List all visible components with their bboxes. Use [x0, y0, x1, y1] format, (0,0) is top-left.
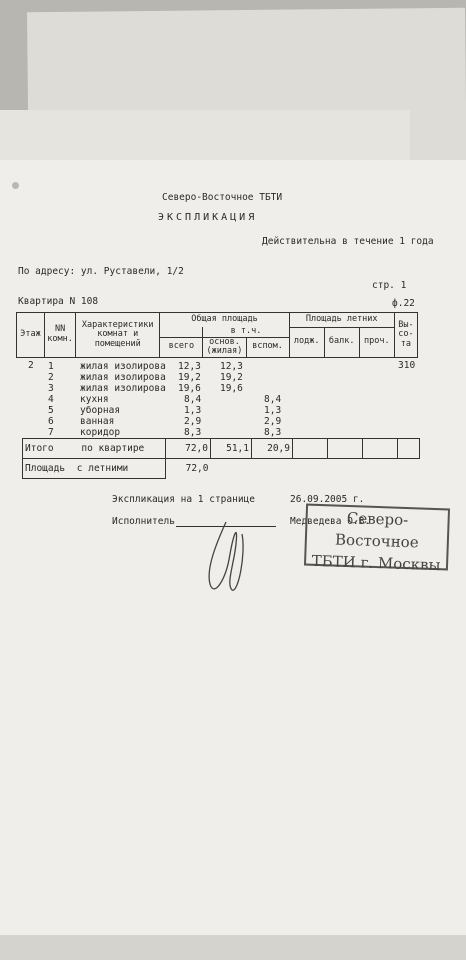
room-total: 8,3: [184, 427, 202, 438]
header-characteristics: [76, 313, 160, 358]
room-number: 5: [48, 405, 54, 416]
header-rooms-nn: NN: [54, 324, 66, 335]
header-char-line2: комнат и: [97, 329, 139, 339]
floor-value: 2: [28, 360, 34, 371]
organization-stamp: [304, 504, 450, 575]
stamp-line-1: Северо-Восточное: [334, 508, 419, 552]
address: По адресу: ул. Руставели, 1/2: [18, 266, 184, 277]
document-date: 26.09.2005 г.: [290, 494, 365, 505]
room-name: жилая изолирова: [80, 361, 166, 372]
header-main: [203, 337, 246, 357]
room-number: 3: [48, 383, 54, 394]
header-rooms-kom: комн.: [47, 333, 73, 344]
room-total: 19,6: [178, 383, 201, 394]
totals-main: 51,1: [211, 439, 252, 459]
stamp-line-2: ТБТИ г. Москвы: [311, 551, 441, 575]
table-surface: [0, 935, 466, 960]
room-total: 8,4: [184, 394, 202, 405]
room-total: 12,3: [178, 361, 201, 372]
room-name: коридор: [80, 427, 121, 438]
org-name: Северо-Восточное ТБТИ: [162, 192, 283, 203]
table-header: [16, 312, 418, 358]
header-summer: Площадь летних: [289, 313, 394, 328]
room-total: 19,2: [178, 372, 201, 383]
room-total: 2,9: [184, 416, 202, 427]
form-number: ф.22: [392, 298, 415, 309]
header-balcony: балк.: [324, 327, 359, 357]
room-main: 19,6: [220, 383, 243, 394]
executor-name: Медведева О.В.: [290, 516, 371, 527]
header-height-line1: Вы-: [398, 319, 414, 330]
summer-label-2: с летними: [76, 462, 129, 474]
pages-note: Экспликация на 1 странице: [112, 494, 255, 505]
summer-label-1: Площадь: [25, 462, 66, 474]
room-total: 1,3: [184, 405, 202, 416]
room-number: 7: [48, 427, 54, 438]
height-value: 310: [398, 360, 416, 371]
header-floor: Этаж: [17, 313, 45, 358]
header-rooms: [45, 313, 76, 358]
room-main: 12,3: [220, 361, 243, 372]
apartment-number: Квартира N 108: [18, 296, 99, 307]
room-number: 2: [48, 372, 54, 383]
header-aux: вспом.: [246, 337, 289, 357]
room-aux: 1,3: [264, 405, 282, 416]
header-height-line3: та: [400, 338, 412, 349]
totals-total: 72,0: [166, 439, 211, 459]
room-aux: 2,9: [264, 416, 282, 427]
header-incl: в т.ч.: [203, 327, 289, 337]
room-number: 6: [48, 416, 54, 427]
totals-label-2: по квартире: [81, 442, 145, 454]
handwritten-signature: [196, 514, 276, 604]
totals-aux: 20,9: [252, 439, 293, 459]
header-other: проч.: [359, 327, 394, 357]
header-char-line3: помещений: [94, 338, 141, 349]
room-main: 19,2: [220, 372, 243, 383]
room-name: жилая изолирова: [80, 383, 166, 394]
room-aux: 8,3: [264, 427, 282, 438]
summer-label: [23, 459, 166, 479]
room-name: кухня: [80, 394, 109, 405]
header-height-line2: со-: [398, 329, 414, 339]
totals-label: [23, 439, 166, 459]
totals-table: [22, 438, 420, 479]
room-number: 1: [48, 361, 54, 372]
room-number: 4: [48, 394, 54, 405]
room-aux: 8,4: [264, 394, 282, 405]
header-main-label: основ.: [209, 336, 240, 347]
totals-label-1: Итого: [25, 442, 54, 454]
header-area: Общая площадь: [160, 313, 289, 328]
header-char-line1: Характеристики: [81, 319, 154, 330]
header-height: [394, 313, 417, 358]
page-number: стр. 1: [372, 280, 407, 291]
validity-note: Действительна в течение 1 года: [262, 236, 434, 247]
header-total: всего: [160, 337, 203, 357]
room-name: ванная: [80, 416, 115, 427]
summer-total: 72,0: [185, 463, 209, 474]
header-loggia: лодж.: [289, 327, 324, 357]
header-main-note: (жилая): [206, 346, 243, 356]
document-title: ЭКСПЛИКАЦИЯ: [158, 212, 258, 223]
punch-hole: [12, 182, 19, 189]
executor-label: Исполнитель: [112, 516, 175, 527]
room-name: жилая изолирова: [80, 372, 166, 383]
room-name: уборная: [80, 405, 121, 416]
